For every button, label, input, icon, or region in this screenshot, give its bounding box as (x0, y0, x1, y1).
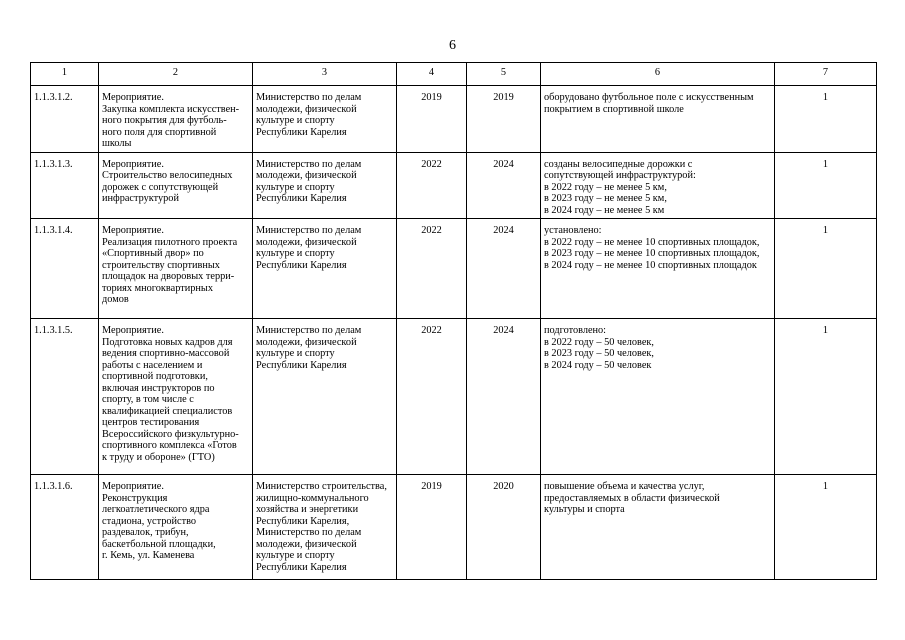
cell-text-line: квалификацией специалистов (102, 405, 233, 417)
row-event (99, 319, 253, 475)
column-header: 7 (775, 63, 877, 86)
row-executor (253, 475, 397, 580)
cell-text-line: ведения спортивно-массовой (102, 348, 230, 359)
cell-text-line: молодежи, физической (256, 170, 357, 181)
row-result (541, 86, 775, 153)
cell-text-line: ного покрытия для футболь- (102, 115, 227, 126)
cell-text-line: Республики Карелия (256, 359, 347, 371)
cell-text-line: Республики Карелия (256, 193, 347, 204)
column-header: 5 (467, 63, 541, 86)
cell-text-line: в 2024 году – не менее 10 спортивных площадок (544, 259, 757, 271)
cell-text-line: Подготовка новых кадров для (102, 336, 233, 348)
cell-text-line: площадок на дворовых терри- (102, 271, 235, 282)
cell-text-line: Мероприятие. (102, 325, 164, 336)
cell-text-line: культуры и спорта (544, 504, 625, 515)
cell-text-line: строительству спортивных (102, 259, 220, 271)
cell-text-line: Всероссийского физкультурно- (102, 428, 239, 440)
cell-text-line: спортивного комплекса «Готов (102, 440, 237, 451)
column-header: 6 (541, 63, 775, 86)
cell-text-line: домов (102, 294, 129, 305)
cell-text-line: повышение объема и качества услуг, (544, 481, 705, 492)
cell-text-line: дорожек с сопутствующей (102, 181, 219, 193)
cell-text-line: молодежи, физической (256, 103, 357, 115)
cell-text-line: включая инструкторов по (102, 382, 215, 394)
row-code: 1.1.3.1.6. (31, 475, 99, 580)
column-header: 1 (31, 63, 99, 86)
cell-text-line: Министерство по делам (256, 92, 362, 103)
cell-text-line: культуре и спорту (256, 181, 335, 193)
cell-text-line: молодежи, физической (256, 336, 357, 348)
row-end-year: 2020 (467, 475, 541, 580)
cell-text-line: Министерство строительства, (256, 481, 387, 492)
cell-text-line: раздевалок, трибун, (102, 527, 189, 538)
cell-text-line: созданы велосипедные дорожки с (544, 158, 693, 170)
column-header: 3 (253, 63, 397, 86)
cell-text-line: Закупка комплекта искусствен- (102, 103, 240, 115)
cell-text-line: в 2022 году – не менее 10 спортивных площадок, (544, 236, 760, 248)
table-row (31, 219, 877, 319)
cell-text-line: Реализация пилотного проекта (102, 236, 238, 248)
cell-text-line: покрытием в спортивной школе (544, 103, 684, 115)
cell-text-line: подготовлено: (544, 325, 607, 336)
cell-text-line: Министерство по делам (256, 225, 362, 236)
cell-text-line: Мероприятие. (102, 481, 164, 492)
row-start-year: 2022 (397, 152, 467, 219)
table-row (31, 86, 877, 153)
cell-text-line: работы с населением и (102, 359, 203, 371)
cell-text-line: Мероприятие. (102, 225, 164, 236)
page-number: 6 (449, 38, 456, 53)
cell-text-line: хозяйства и энергетики (256, 504, 359, 515)
row-executor (253, 319, 397, 475)
cell-text-line: в 2023 году – не менее 5 км, (544, 193, 667, 204)
cell-text-line: Министерство по делам (256, 158, 362, 170)
cell-text-line: в 2022 году – не менее 5 км, (544, 181, 667, 193)
cell-text-line: ториях многоквартирных (102, 282, 213, 294)
cell-text-line: в 2023 году – не менее 10 спортивных площадок, (544, 248, 760, 259)
cell-text-line: оборудовано футбольное поле с искусственным (544, 92, 754, 103)
row-event (99, 86, 253, 153)
column-header: 4 (397, 63, 467, 86)
row-code: 1.1.3.1.2. (31, 86, 99, 153)
cell-text-line: культуре и спорту (256, 248, 335, 259)
column-number-row (31, 63, 877, 86)
row-executor (253, 152, 397, 219)
row-link: 1 (775, 475, 877, 580)
cell-text-line: Мероприятие. (102, 158, 164, 170)
measures-table (30, 62, 877, 580)
column-header: 2 (99, 63, 253, 86)
cell-text-line: молодежи, физической (256, 538, 357, 550)
cell-text-line: школы (102, 138, 132, 149)
row-start-year: 2019 (397, 475, 467, 580)
cell-text-line: культуре и спорту (256, 550, 335, 561)
cell-text-line: «Спортивный двор» по (102, 248, 204, 259)
cell-text-line: центров тестирования (102, 417, 200, 428)
cell-text-line: Мероприятие. (102, 92, 164, 103)
cell-text-line: спортивной подготовки, (102, 371, 208, 382)
row-start-year: 2022 (397, 319, 467, 475)
cell-text-line: г. Кемь, ул. Каменева (102, 550, 195, 561)
cell-text-line: Республики Карелия (256, 126, 347, 138)
cell-text-line: легкоатлетического ядра (102, 504, 210, 515)
cell-text-line: Республики Карелия (256, 259, 347, 271)
row-event (99, 475, 253, 580)
cell-text-line: в 2024 году – не менее 5 км (544, 204, 665, 216)
cell-text-line: инфраструктурой (102, 193, 179, 204)
table-row (31, 475, 877, 580)
row-start-year: 2022 (397, 219, 467, 319)
table-row (31, 319, 877, 475)
row-executor (253, 219, 397, 319)
row-code: 1.1.3.1.4. (31, 219, 99, 319)
cell-text-line: стадиона, устройство (102, 515, 197, 527)
row-executor (253, 86, 397, 153)
row-end-year: 2024 (467, 219, 541, 319)
cell-text-line: молодежи, физической (256, 236, 357, 248)
cell-text-line: Министерство по делам (256, 527, 362, 538)
row-code: 1.1.3.1.5. (31, 319, 99, 475)
row-link: 1 (775, 86, 877, 153)
cell-text-line: Республики Карелия, (256, 515, 350, 527)
row-result (541, 219, 775, 319)
cell-text-line: баскетбольной площадки, (102, 538, 216, 550)
cell-text-line: жилищно-коммунального (256, 492, 369, 504)
cell-text-line: Республики Карелия (256, 561, 347, 573)
table-row (31, 152, 877, 219)
row-link: 1 (775, 319, 877, 475)
cell-text-line: Строительство велосипедных (102, 170, 233, 181)
row-event (99, 219, 253, 319)
cell-text-line: культуре и спорту (256, 348, 335, 359)
cell-text-line: в 2023 году – 50 человек, (544, 348, 654, 359)
row-event (99, 152, 253, 219)
row-end-year: 2024 (467, 152, 541, 219)
cell-text-line: Министерство по делам (256, 325, 362, 336)
cell-text-line: культуре и спорту (256, 115, 335, 126)
cell-text-line: установлено: (544, 225, 602, 236)
cell-text-line: спорту, в том числе с (102, 394, 194, 405)
row-end-year: 2019 (467, 86, 541, 153)
cell-text-line: предоставляемых в области физической (544, 492, 720, 504)
row-result (541, 152, 775, 219)
cell-text-line: в 2024 году – 50 человек (544, 359, 652, 371)
cell-text-line: к труду и обороне» (ГТО) (102, 451, 215, 463)
row-result (541, 475, 775, 580)
row-start-year: 2019 (397, 86, 467, 153)
row-result (541, 319, 775, 475)
row-link: 1 (775, 152, 877, 219)
row-link: 1 (775, 219, 877, 319)
cell-text-line: Реконструкция (102, 492, 168, 504)
cell-text-line: сопутствующей инфраструктурой: (544, 170, 696, 181)
cell-text-line: ного поля для спортивной (102, 126, 217, 138)
cell-text-line: в 2022 году – 50 человек, (544, 336, 654, 348)
row-code: 1.1.3.1.3. (31, 152, 99, 219)
row-end-year: 2024 (467, 319, 541, 475)
